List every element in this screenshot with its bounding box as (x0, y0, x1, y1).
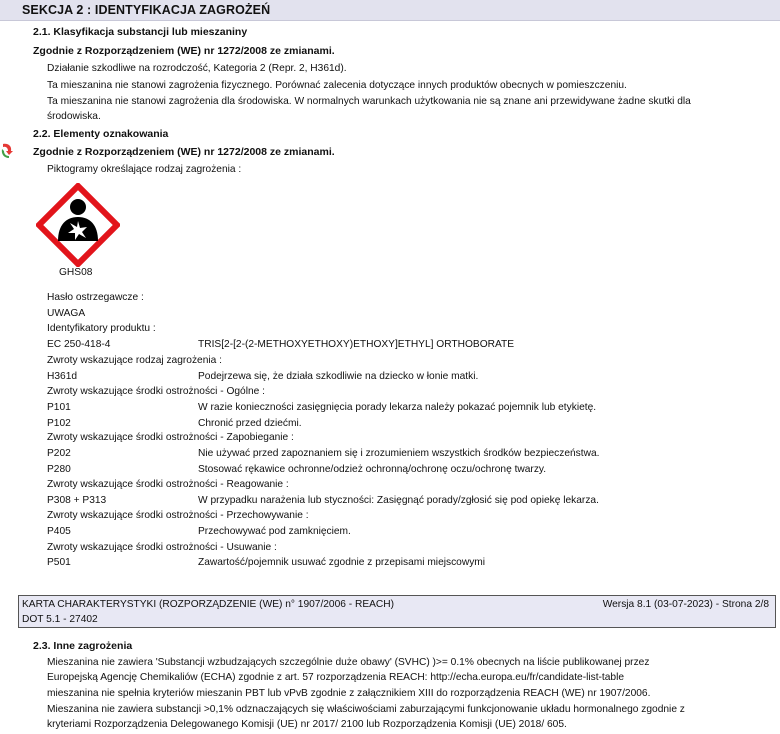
text-line: Mieszanina nie zawiera 'Substancji wzbudzających szczególnie duże obawy' (SVHC) )>= 0.1% obecnych na liście publikowanej przez (47, 657, 650, 668)
text-line: Ta mieszanina nie stanowi zagrożenia dla środowiska. W normalnych warunkach użytkowania nie są znane ani przewidywane żadne skutki dla (47, 96, 691, 107)
row-text: Nie używać przed zapoznaniem się i zrozumieniem wszystkich środków bezpieczeństwa. (198, 448, 600, 459)
row-label: Zwroty wskazujące rodzaj zagrożenia : (47, 355, 222, 366)
text-line: kryteriami Rozporządzenia Delegowanego Komisji (UE) nr 2017/ 2100 lub Rozporządzenia Komisji (UE) 2018/ 605. (47, 719, 567, 730)
identifiers-label: Identyfikatory produktu : (47, 323, 156, 334)
footer-doc-code: DOT 5.1 - 27402 (22, 614, 98, 625)
section-title: SEKCJA 2 : IDENTYFIKACJA ZAGROŻEŃ (22, 3, 271, 17)
footer-version-page: Wersja 8.1 (03-07-2023) - Strona 2/8 (602, 599, 769, 610)
signal-word-label: Hasło ostrzegawcze : (47, 292, 144, 303)
pictograms-label: Piktogramy określające rodzaj zagrożenia : (47, 164, 242, 175)
row-code: H361d (47, 371, 78, 382)
footer-doc-title: KARTA CHARAKTERYSTYKI (ROZPORZĄDZENIE (WE) n° 1907/2006 - REACH) (22, 599, 395, 610)
row-label: Zwroty wskazujące środki ostrożności - Reagowanie : (47, 479, 289, 490)
row-text: TRIS[2-[2-(2-METHOXYETHOXY)ETHOXY]ETHYL] ORTHOBORATE (198, 339, 515, 350)
text-line: środowiska. (47, 111, 101, 122)
pictogram-code: GHS08 (59, 267, 93, 278)
heading-2-2: 2.2. Elementy oznakowania (33, 128, 169, 140)
row-code: P202 (47, 448, 71, 459)
row-code: P102 (47, 418, 71, 429)
text-line: Europejską Agencję Chemikaliów (ECHA) zgodnie z art. 57 rozporządzenia REACH: http://echa.europa.eu/fr/candidate-list-table (47, 672, 625, 683)
text-line: Ta mieszanina nie stanowi zagrożenia fizycznego. Porównać zalecenia dotyczące innych produktów obecnych w pomieszczeniu. (47, 80, 627, 91)
row-code: EC 250-418-4 (47, 339, 111, 350)
row-text: Podejrzewa się, że działa szkodliwie na dziecko w łonie matki. (198, 371, 479, 382)
section-header (0, 0, 780, 21)
signal-word: UWAGA (47, 308, 86, 319)
row-text: Chronić przed dziećmi. (198, 418, 302, 429)
text-line: Działanie szkodliwe na rozrodczość, Kategoria 2 (Repr. 2, H361d). (47, 63, 347, 74)
revision-marker-icon (0, 142, 14, 160)
row-text: W przypadku narażenia lub styczności: Zasięgnąć porady/zgłosić się pod opiekę lekarza. (198, 495, 599, 506)
row-label: Zwroty wskazujące środki ostrożności - Zapobieganie : (47, 432, 294, 443)
row-text: Przechowywać pod zamknięciem. (198, 526, 351, 537)
ghs08-health-hazard-icon (36, 183, 120, 267)
row-text: Zawartość/pojemnik usuwać zgodnie z przepisami miejscowymi (198, 557, 486, 568)
row-text: Stosować rękawice ochronne/odzież ochronną/ochronę oczu/ochronę twarzy. (198, 464, 547, 475)
row-code: P308 + P313 (47, 495, 107, 506)
row-code: P501 (47, 557, 71, 568)
row-label: Zwroty wskazujące środki ostrożności - Usuwanie : (47, 542, 277, 553)
regulation-2-2: Zgodnie z Rozporządzeniem (WE) nr 1272/2008 ze zmianami. (33, 146, 335, 158)
regulation-2-1: Zgodnie z Rozporządzeniem (WE) nr 1272/2008 ze zmianami. (33, 45, 335, 57)
row-code: P405 (47, 526, 71, 537)
document-footer (18, 595, 776, 628)
row-label: Zwroty wskazujące środki ostrożności - Przechowywanie : (47, 510, 309, 521)
text-line: mieszanina nie spełnia kryteriów mieszanin PBT lub vPvB zgodnie z załącznikiem XIII do rozporządzenia REACH (WE) nr 1907/2006. (47, 688, 651, 699)
row-code: P280 (47, 464, 71, 475)
text-line: Mieszanina nie zawiera substancji >0,1% odznaczających się właściwościami zaburzającymi funkcjonowanie układu hormonalnego zgodnie z (47, 704, 685, 715)
row-text: W razie konieczności zasięgnięcia porady lekarza należy pokazać pojemnik lub etykietę. (198, 402, 597, 413)
row-code: P101 (47, 402, 71, 413)
row-label: Zwroty wskazujące środki ostrożności - Ogólne : (47, 386, 265, 397)
heading-2-3: 2.3. Inne zagrożenia (33, 640, 133, 652)
heading-2-1: 2.1. Klasyfikacja substancji lub mieszaniny (33, 26, 248, 38)
